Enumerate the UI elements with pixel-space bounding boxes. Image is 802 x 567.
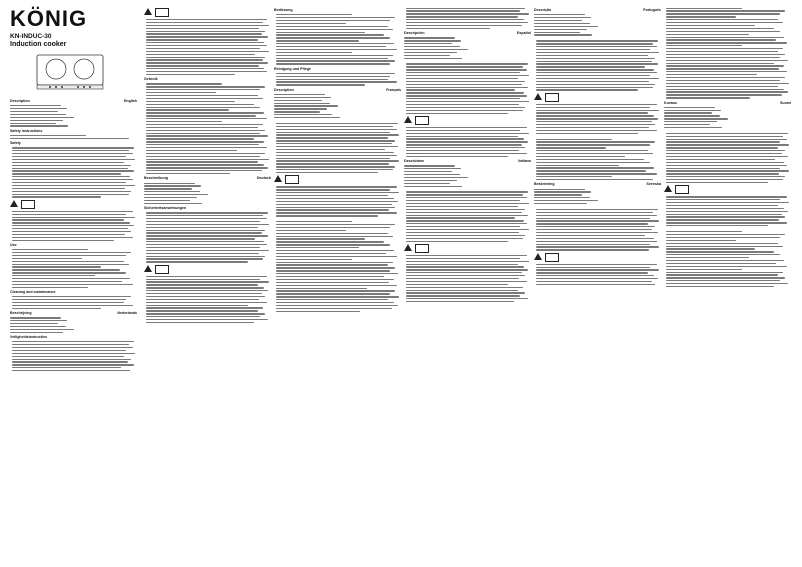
warning-icon [144, 265, 152, 272]
section-heading-bedienung: Bedienung [274, 8, 293, 12]
model-number: KN-INDUC-30 [10, 33, 52, 40]
warning-icon [144, 8, 152, 15]
section-heading-descrizione: Descrizione Italiano [404, 159, 531, 164]
warning-icon [534, 93, 542, 100]
warning-symbols [10, 200, 137, 209]
section-heading-beschreibung: Beschreibung Deutsch [144, 176, 271, 181]
warning-icon [404, 244, 412, 251]
brand-logo: KÖNIG [10, 6, 88, 31]
warning-symbols [664, 185, 791, 194]
warning-symbols [404, 116, 531, 125]
warning-symbols [144, 265, 271, 274]
section-heading-gebruik: Gebruik [144, 77, 158, 82]
caution-label-icon [545, 93, 559, 102]
warning-symbols [534, 253, 661, 262]
warning-icon [534, 253, 542, 260]
warning-icon [274, 175, 282, 182]
caution-label-icon [415, 116, 429, 125]
warning-icon [404, 116, 412, 123]
warning-symbols [144, 8, 271, 17]
warning-icon [10, 200, 18, 207]
section-heading-sicherheit: Sicherheitsanweisungen [144, 206, 187, 211]
column-4 [404, 6, 531, 562]
caution-label-icon [155, 265, 169, 274]
warning-icon [664, 185, 672, 192]
column-2 [144, 6, 271, 562]
induction-cooker-illustration [36, 54, 104, 90]
section-heading-safety-instructions: Safety instructions [10, 128, 43, 133]
caution-label-icon [155, 8, 169, 17]
section-heading-description: Description English [10, 99, 137, 103]
section-heading-safety: Safety [10, 141, 21, 146]
caution-label-icon [285, 175, 299, 184]
column-1 [10, 6, 137, 562]
section-heading-cleaning: Cleaning and maintenance [10, 289, 56, 294]
section-heading-veiligheid: Veiligheidsinstructies [10, 334, 47, 339]
section-heading-beschrijving: Beschrijving Nederlands [10, 311, 137, 316]
caution-label-icon [675, 185, 689, 194]
section-heading-description-fr: Description Français [274, 87, 401, 92]
section-heading-use: Use [10, 242, 17, 247]
section-heading-kuvaus: Kuvaus Suomi [664, 100, 791, 105]
column-6 [664, 6, 791, 562]
caution-label-icon [415, 244, 429, 253]
document-title: Induction cooker [10, 41, 67, 48]
caution-label-icon [545, 253, 559, 262]
column-3 [274, 6, 401, 562]
warning-symbols [274, 175, 401, 184]
warning-symbols [404, 244, 531, 253]
section-heading-descripcion: Descripción Español [404, 31, 531, 36]
warning-symbols [534, 93, 661, 102]
column-5 [534, 6, 661, 562]
caution-label-icon [21, 200, 35, 209]
section-heading-beskrivning: Beskrivning Svenska [534, 182, 661, 187]
section-heading-reinigung: Reinigung und Pflege [274, 66, 311, 71]
section-heading-descricao: Descrição Português [534, 8, 661, 12]
